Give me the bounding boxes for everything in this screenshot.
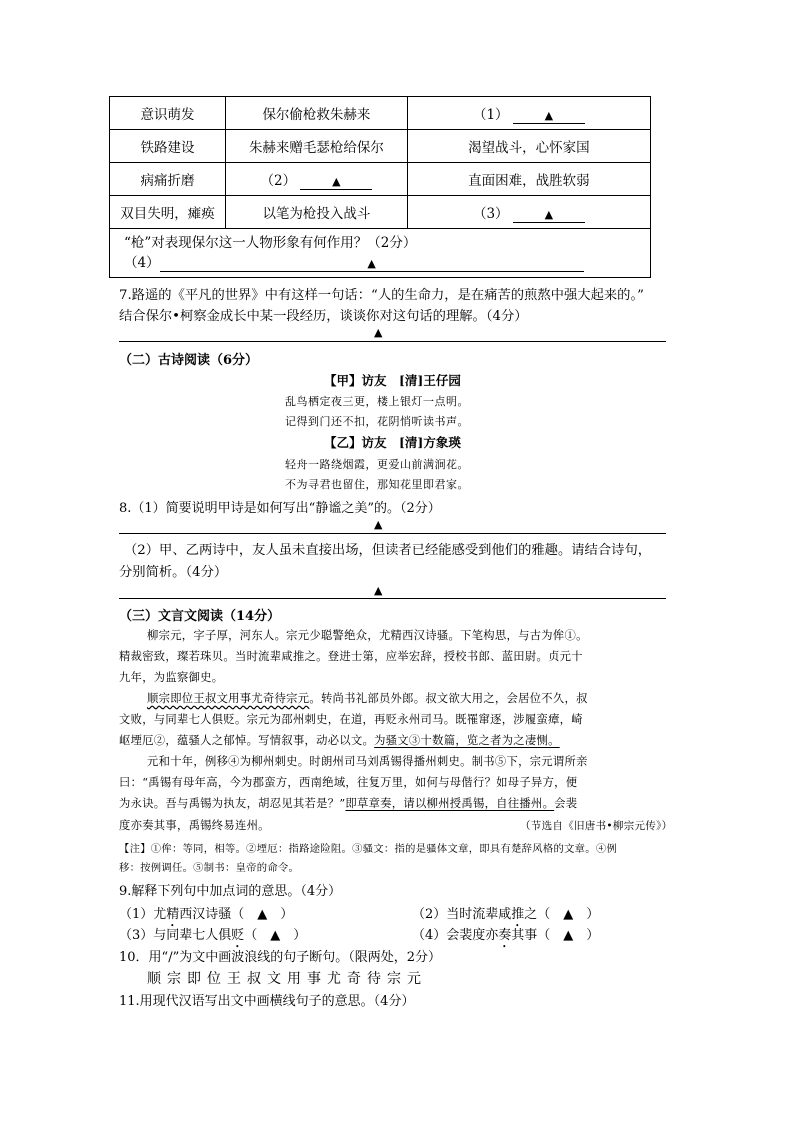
answer-blank: ▲ <box>513 109 585 124</box>
q11-title: 11.用现代汉语写出文中画横线句子的意思。（4分） <box>119 994 415 1009</box>
passage-source: （节选自《旧唐书•柳宗元传》） <box>520 820 673 832</box>
q9-text: （2）当时流辈咸 <box>412 907 512 922</box>
q10-title: 10．用“/”为文中画波浪线的句子断句。（限两处，2分） <box>119 950 441 965</box>
table-cell: 病痛折磨 <box>110 163 226 196</box>
underlined-sentence: 即草章奏，请以柳州授禹锡，自往播州。 <box>345 797 555 810</box>
answer-blank: ▲ <box>513 208 585 223</box>
table-cell: 双目失明，瘫痪 <box>110 196 226 229</box>
passage-line: 柳宗元，字子厚，河东人。宗元少聪警绝众，尤精西汉诗骚。下笔构思，与古为侔①。 <box>147 629 588 642</box>
poem-line: 记得到门还不扣，花阴悄听读书声。 <box>285 415 469 428</box>
answer-line <box>119 341 666 342</box>
answer-line <box>119 598 666 599</box>
table-row <box>110 229 651 278</box>
underlined-sentence: 为骚文③十数篇，览之者为之凄恻。 <box>374 734 560 747</box>
footnote-line: 移：按例调任。⑤制书：皇帝的命令。 <box>119 862 300 874</box>
passage-text: 。转尚书礼部员外郎。叔文欲大用之，会居位不久，叔 <box>309 692 588 705</box>
q9-text: 之（ ▲ ） <box>524 907 600 922</box>
table-row <box>110 196 651 229</box>
passage-line <box>119 795 577 811</box>
passage-line: 文败，与同辈七人俱贬。宗元为邵州刺史，在道，再贬永州司马。既罹窜逐，涉履蛮瘴，崎 <box>119 713 583 726</box>
q9-text: （1）尤 <box>119 907 167 922</box>
q8-part1: 8.（1）简要说明甲诗是如何写出“静谧之美”的。（2分） <box>119 501 441 516</box>
blank-number: （4） <box>124 255 160 271</box>
q10-sentence: 顺宗即位王叔文用事尤奇待宗元 <box>147 971 427 987</box>
q9-title: 9.解释下列句中加点词的意思。（4分） <box>119 884 342 899</box>
blank-number: （1） <box>472 106 509 123</box>
table-cell: 直面困难，战胜软弱 <box>407 163 650 196</box>
blank-number: （2） <box>260 172 297 189</box>
dotted-word: 推 <box>511 907 525 922</box>
wavy-underlined-sentence: 顺宗即位王叔文用事尤奇待宗元 <box>147 692 310 705</box>
q9-text: （3）与同辈七人俱 <box>119 928 232 943</box>
section-title: （二）古诗阅读（6分） <box>119 353 259 368</box>
blank-number: （3） <box>472 205 509 222</box>
passage-line: 元和十年，例移④为柳州刺史。时朗州司马刘禹锡得播州刺史。制书⑤下，宗元谓所亲 <box>147 755 588 768</box>
table-row <box>110 97 651 130</box>
passage-text: 为永诀。吾与禹锡为执友，胡忍见其若是？” <box>119 797 346 810</box>
passage-line: 度亦奏其事，禹锡终易连州。 <box>119 819 270 832</box>
passage-line: 精裁密致，璨若珠贝。当时流辈咸推之。登进士第，应举宏辞，授校书郎、蓝田尉。贞元十 <box>119 650 583 663</box>
q9-text: 其事（ ▲ ） <box>511 928 600 943</box>
reading-chart-table <box>109 96 651 278</box>
passage-line: 九年，为监察御史。 <box>119 671 224 684</box>
footnote-line: 【注】①侔：等同，相等。②堙厄：指路途险阻。③骚文：指的是骚体文章，即具有楚辞风格的文章。④例 <box>119 843 618 855</box>
table-cell: 朱赫来赠毛瑟枪给保尔 <box>226 130 408 163</box>
passage-line <box>119 732 560 748</box>
table-cell <box>226 163 408 196</box>
table-cell: 以笔为枪投入战斗 <box>226 196 408 229</box>
table-cell: 保尔偷枪救朱赫来 <box>226 97 408 130</box>
poem-line: 乱鸟栖定夜三更，楼上银灯一点明。 <box>285 395 469 408</box>
table-cell <box>407 196 650 229</box>
answer-mark: ▲ <box>374 326 383 339</box>
table-question: “枪”对表现保尔这一人物形象有何作用？（2分） <box>124 235 417 251</box>
table-cell: 渴望战斗，心怀家国 <box>407 130 650 163</box>
answer-line <box>119 533 666 534</box>
poem-title: 【甲】访友 [清]王仔园 <box>324 373 461 388</box>
passage-text: 岖堙厄②，蕴骚人之郁悼。写情叙事，动必以文。 <box>119 734 375 747</box>
dotted-word: 精 <box>166 907 180 922</box>
passage-text: 会裴 <box>554 797 578 810</box>
passage-line <box>147 690 588 706</box>
q9-text: （ ▲ ） <box>244 928 307 943</box>
table-cell: 意识萌发 <box>110 97 226 130</box>
dotted-word: 贬 <box>231 928 245 943</box>
table-answer-line <box>124 253 650 273</box>
answer-blank: ▲ <box>160 257 584 272</box>
q7-line2: 结合保尔•柯察金成长中某一段经历，谈谈你对这句话的理解。（4分） <box>119 309 528 324</box>
dotted-word: 奏 <box>498 928 512 943</box>
table-cell: 铁路建设 <box>110 130 226 163</box>
table-row <box>110 163 651 196</box>
answer-mark: ▲ <box>374 584 383 597</box>
table-question-cell <box>110 229 651 278</box>
q8-part2-line1: （2）甲、乙两诗中，友人虽未直接出场，但读者已经能感受到他们的雅趣。请结合诗句， <box>124 543 652 558</box>
answer-blank: ▲ <box>300 175 372 190</box>
answer-mark: ▲ <box>374 518 383 531</box>
passage-line: 曰：“禹锡有母年高，今为郡蛮方，西南绝域，往复万里，如何与母偕行？如母子异方，便 <box>119 776 578 789</box>
poem-line: 轻舟一路绕烟霞，更爱山前满涧花。 <box>285 458 469 471</box>
table-row <box>110 130 651 163</box>
q9-text: 西汉诗骚（ ▲ ） <box>179 907 294 922</box>
table-cell <box>407 97 650 130</box>
q7-line1: 7.路遥的《平凡的世界》中有这样一句话：“人的生命力，是在痛苦的煎熬中强大起来的。” <box>119 288 644 303</box>
poem-title: 【乙】访友 [清]方象瑛 <box>324 435 461 450</box>
section-title: （三）文言文阅读（14分） <box>119 609 281 624</box>
poem-line: 不为寻君也留住，那知花里即君家。 <box>285 478 469 491</box>
q8-part2-line2: 分别简析。（4分） <box>119 565 228 580</box>
q9-text: （4）会裴度亦 <box>412 928 499 943</box>
